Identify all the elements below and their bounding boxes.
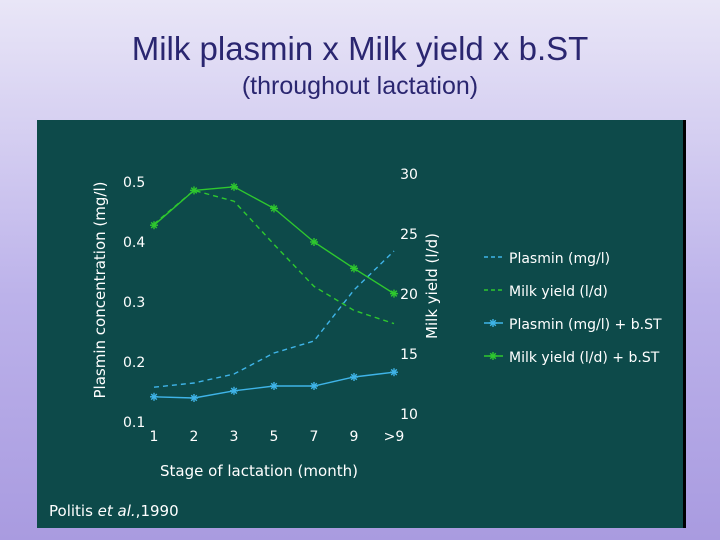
chart xyxy=(37,120,683,528)
data-point-marker xyxy=(270,204,278,212)
y-left-tick-label: 0.5 xyxy=(123,175,146,191)
y-right-tick-label: 15 xyxy=(400,347,418,363)
data-point-marker xyxy=(190,394,198,402)
x-tick-label: 2 xyxy=(189,429,199,445)
citation-year: ,1990 xyxy=(135,502,179,520)
data-point-marker xyxy=(190,186,198,194)
x-axis-label: Stage of lactation (month) xyxy=(160,462,358,480)
x-tick-label: 1 xyxy=(149,429,159,445)
citation xyxy=(49,502,179,520)
data-point-marker xyxy=(230,387,238,395)
y-right-tick-label: 25 xyxy=(400,227,418,243)
slide-title: Milk plasmin x Milk yield x b.ST xyxy=(131,30,589,67)
x-tick-label: 5 xyxy=(269,429,279,445)
data-point-marker xyxy=(270,382,278,390)
legend-label: Milk yield (l/d) xyxy=(509,284,608,300)
data-point-marker xyxy=(350,264,358,272)
legend-label: Milk yield (l/d) + b.ST xyxy=(509,350,660,366)
y-left-tick-label: 0.4 xyxy=(123,235,146,251)
data-point-marker xyxy=(390,368,398,376)
data-point-marker xyxy=(230,183,238,191)
y-left-tick-label: 0.1 xyxy=(123,415,146,431)
data-point-marker xyxy=(150,393,158,401)
y-left-tick-label: 0.3 xyxy=(123,295,146,311)
series-line-4 xyxy=(154,187,394,294)
y-right-tick-label: 20 xyxy=(400,287,418,303)
x-tick-label: 7 xyxy=(309,429,319,445)
legend-label: Plasmin (mg/l) xyxy=(509,251,611,267)
y-right-axis-label: Milk yield (l/d) xyxy=(423,233,441,339)
data-point-marker xyxy=(310,382,318,390)
data-point-marker xyxy=(350,373,358,381)
legend-label: Plasmin (mg/l) + b.ST xyxy=(509,317,662,333)
y-right-tick-label: 10 xyxy=(400,407,418,423)
citation-etal: et al. xyxy=(92,502,136,520)
y-left-tick-label: 0.2 xyxy=(123,355,146,371)
x-tick-label: >9 xyxy=(383,429,405,445)
x-tick-label: 3 xyxy=(229,429,239,445)
slide-subtitle: (throughout lactation) xyxy=(241,72,479,100)
y-left-axis-label: Plasmin concentration (mg/l) xyxy=(91,181,109,399)
data-point-marker xyxy=(489,352,497,360)
data-point-marker xyxy=(390,290,398,298)
x-tick-label: 9 xyxy=(349,429,359,445)
chart-panel xyxy=(37,120,686,528)
data-point-marker xyxy=(489,319,497,327)
citation-authors: Politis xyxy=(49,502,93,520)
data-point-marker xyxy=(310,238,318,246)
y-right-tick-label: 30 xyxy=(400,167,418,183)
